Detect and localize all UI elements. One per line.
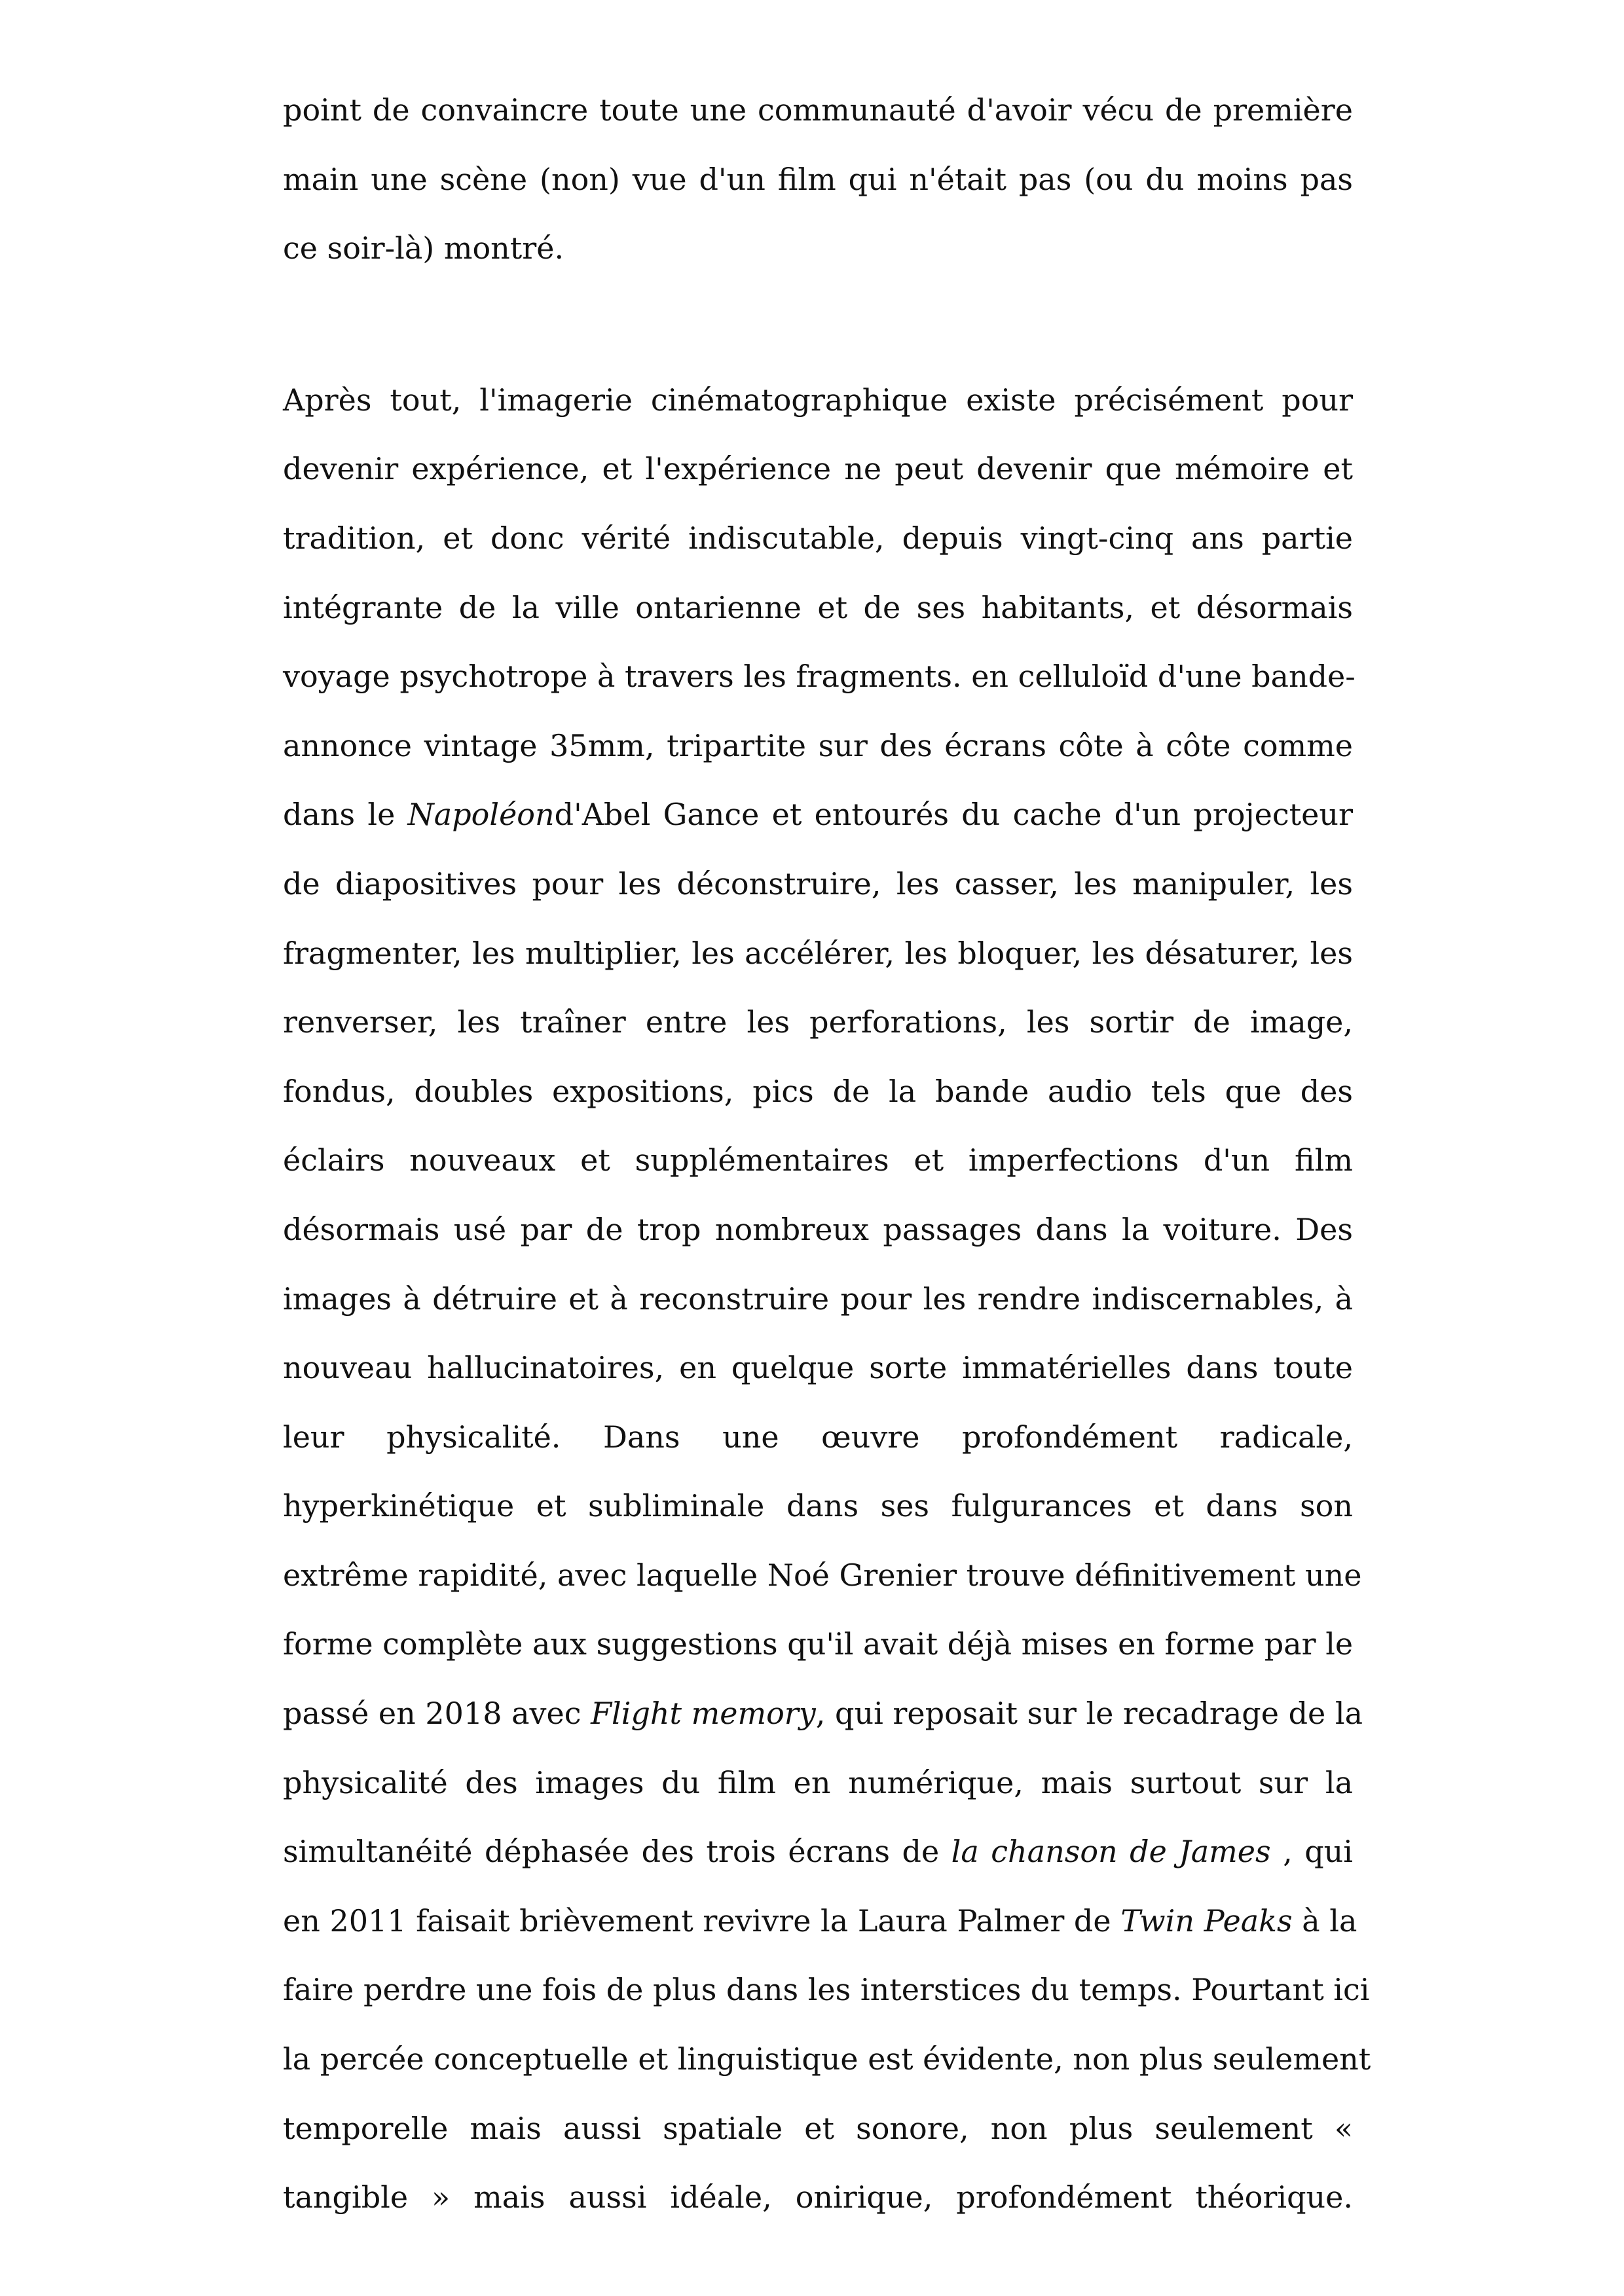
text-segment: éclairs nouveaux et supplémentaires et imperfections d'un film [283, 1142, 1353, 1178]
italic-title: la chanson de James [951, 1834, 1271, 1870]
text-line [283, 1265, 1353, 1334]
text-segment: de diapositives pour les déconstruire, les casser, les manipuler, les [283, 866, 1353, 902]
text-segment: ce soir-là) montré. [283, 230, 564, 266]
text-line [283, 1610, 1353, 1679]
text-line [283, 642, 1356, 712]
text-segment: renverser, les traîner entre les perforations, les sortir de image, [283, 1004, 1353, 1040]
text-line [283, 574, 1353, 643]
text-line [283, 76, 1353, 145]
text-line [283, 1541, 1362, 1611]
text-segment: tangible » mais aussi idéale, onirique, profondément théorique. [283, 2179, 1353, 2215]
paragraph [283, 366, 1371, 2232]
document-page [283, 76, 1371, 2232]
text-line [283, 1472, 1353, 1541]
text-line [283, 988, 1353, 1057]
text-segment: , qui [1270, 1834, 1354, 1870]
italic-title: Flight memory [591, 1696, 816, 1732]
text-line [283, 1126, 1353, 1195]
text-line [283, 214, 1353, 283]
text-segment: en 2011 faisait brièvement revivre la Laura Palmer de [283, 1903, 1121, 1939]
text-line [283, 1887, 1357, 1956]
text-line [283, 1679, 1363, 1749]
text-line [283, 712, 1353, 781]
text-segment: forme complète aux suggestions qu'il avait déjà mises en forme par le [283, 1626, 1354, 1662]
text-segment: tradition, et donc vérité indiscutable, depuis vingt-cinq ans partie [283, 520, 1353, 556]
text-segment: point de convaincre toute une communauté d'avoir vécu de première [283, 92, 1353, 128]
text-segment: images à détruire et à reconstruire pour les rendre indiscernables, à [283, 1281, 1353, 1317]
text-segment: intégrante de la ville ontarienne et de ses habitants, et désormais [283, 589, 1353, 625]
text-line [283, 1195, 1353, 1265]
text-line [283, 504, 1353, 574]
text-segment: la percée conceptuelle et linguistique est évidente, non plus seulement [283, 2041, 1371, 2077]
italic-title: Twin Peaks [1120, 1903, 1293, 1939]
text-segment: main une scène (non) vue d'un film qui n'était pas (ou du moins pas [283, 161, 1353, 197]
text-line [283, 919, 1353, 989]
text-segment: Après tout, l'imagerie cinématographique existe précisément pour [283, 382, 1353, 418]
text-segment: annonce vintage 35mm, tripartite sur des écrans côte à côte comme [283, 727, 1353, 763]
text-segment: fondus, doubles expositions, pics de la bande audio tels que des [283, 1073, 1353, 1109]
text-line [283, 435, 1353, 504]
text-line [283, 1956, 1370, 2025]
text-line [283, 1057, 1353, 1127]
text-segment: désormais usé par de trop nombreux passages dans la voiture. Des [283, 1211, 1353, 1247]
text-line [283, 2025, 1371, 2094]
text-segment: devenir expérience, et l'expérience ne peut devenir que mémoire et [283, 451, 1353, 487]
text-line [283, 145, 1353, 215]
text-line [283, 1817, 1353, 1887]
italic-title: Napoléon [407, 797, 555, 833]
text-segment: extrême rapidité, avec laquelle Noé Grenier trouve définitivement une [283, 1557, 1362, 1593]
text-line [283, 1403, 1353, 1472]
text-line [283, 2163, 1353, 2232]
text-segment: hyperkinétique et subliminale dans ses fulgurances et dans son [283, 1488, 1353, 1524]
text-segment: fragmenter, les multiplier, les accélérer, les bloquer, les désaturer, les [283, 935, 1353, 971]
text-segment: temporelle mais aussi spatiale et sonore, non plus seulement « [283, 2110, 1353, 2146]
text-segment: leur physicalité. Dans une œuvre profondément radicale, [283, 1419, 1353, 1455]
text-segment: nouveau hallucinatoires, en quelque sorte immatérielles dans toute [283, 1350, 1353, 1386]
text-segment: voyage psychotrope à travers les fragments. en celluloïd d'une bande- [283, 659, 1356, 695]
text-segment: faire perdre une fois de plus dans les interstices du temps. Pourtant ici [283, 1972, 1370, 2008]
text-line [283, 850, 1353, 919]
paragraph [283, 76, 1353, 283]
text-line [283, 780, 1353, 850]
text-segment: d'Abel Gance et entourés du cache d'un projecteur [554, 797, 1353, 833]
text-line [283, 366, 1353, 435]
text-line [283, 1749, 1353, 1818]
text-line [283, 1334, 1353, 1403]
text-segment: à la [1292, 1903, 1357, 1939]
text-segment: physicalité des images du film en numérique, mais surtout sur la [283, 1764, 1353, 1800]
text-line [283, 2094, 1353, 2164]
text-segment: simultanéité déphasée des trois écrans de [283, 1834, 951, 1870]
text-segment: dans le [283, 797, 408, 833]
text-segment: , qui reposait sur le recadrage de la [815, 1696, 1363, 1732]
text-segment: passé en 2018 avec [283, 1696, 591, 1732]
